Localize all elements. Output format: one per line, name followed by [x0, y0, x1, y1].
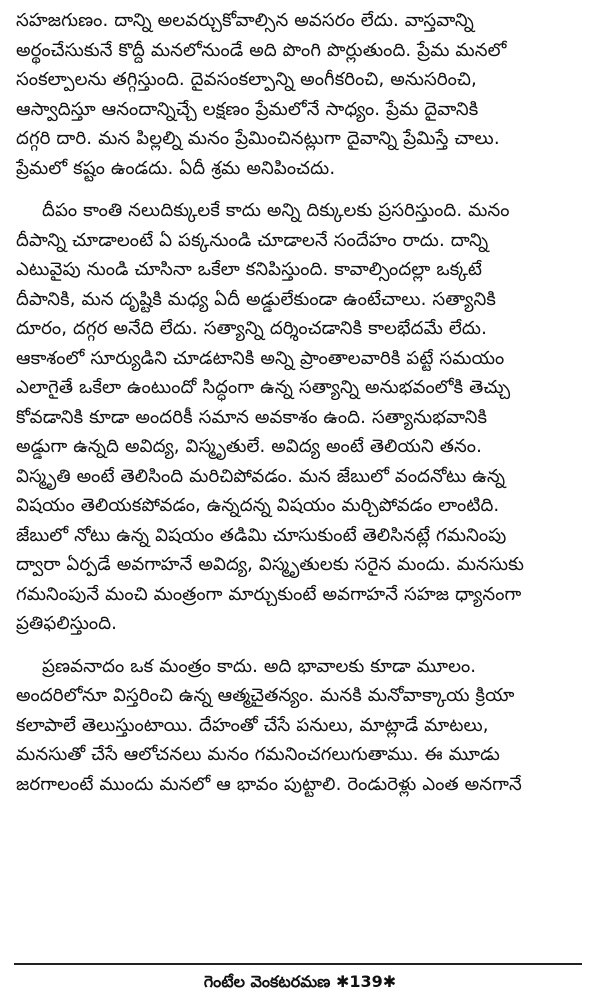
text-line: అడ్డుగా ఉన్నది అవిద్య, విస్మృతులే. అవిద్య అంటే తెలియని తనం. [16, 436, 482, 457]
text-line: ప్రణవనాదం ఒక మంత్రం కాదు. అది భావాలకు కూడా మూలం. [42, 655, 477, 677]
text-line: సంకల్పాలను తగ్గిస్తుంది. దైవసంకల్పాన్ని అంగీకరించి, అనుసరించి, [16, 69, 477, 90]
text-line: కలాపాలే తెలుస్తుంటాయి. దేహంతో చేసే పనులు, మాట్లాడే మాటలు, [16, 714, 489, 736]
text-line: అందరిలోనూ విస్తరించి ఉన్న ఆత్మచైతన్యం. మనకి మనోవాక్కాయ క్రియా [16, 685, 515, 706]
text-line: దగ్గరి దారి. మన పిల్లల్ని మనం ప్రేమించినట్లుగా దైవాన్ని ప్రేమిస్తే చాలు. [16, 128, 500, 149]
paragraph-2 [16, 196, 582, 639]
text-line: అర్థంచేసుకునే కొద్దీ మనలోనుండే అది పొంగి పొర్లుతుంది. ప్రేమ మనలో [16, 39, 507, 61]
paragraph-gap [16, 639, 582, 652]
footer-divider [14, 963, 582, 965]
text-line: ఎలాగైతే ఒకేలా ఉంటుందో సిద్ధంగా ఉన్న సత్యాన్ని అనుభవంలోకి తెచ్చు [16, 377, 511, 398]
text-line: విస్మృతి అంటే తెలిసింది మరిచిపోవడం. మన జేబులో వందనోటు ఉన్న [16, 465, 506, 487]
text-line: దీపం కాంతి నలుదిక్కులకే కాదు అన్ని దిక్కులకు ప్రసరిస్తుంది. మనం [42, 200, 510, 221]
text-line: మనసుతో చేసే ఆలోచనలు మనం గమనించగలుగుతాము. ఈ మూడు [16, 744, 500, 765]
text-line: కోవడానికి కూడా అందరికీ సమాన అవకాశం ఉంది. సత్యానుభవానికి [16, 406, 488, 428]
paragraph-1 [16, 6, 582, 183]
paragraph-3 [16, 652, 582, 800]
text-line: ప్రేమలో కష్టం ఉండదు. ఏదీ శ్రమ అనిపించదు. [16, 157, 336, 179]
text-line: ఆకాశంలో సూర్యుడిని చూడటానికి అన్ని ప్రాంతాలవారికి పట్టే సమయం [16, 347, 505, 369]
text-line: దీపానికి, మన దృష్టికి మధ్య ఏదీ అడ్డులేకుండా ఉంటేచాలు. సత్యానికి [16, 288, 496, 310]
text-line: ఆస్వాదిస్తూ ఆనందాన్నిచ్చే లక్షణం ప్రేమలోనే సాధ్యం. ప్రేమ దైవానికి [16, 98, 479, 120]
text-line: ద్వారా ఏర్పడే అవగాహనే అవిద్య, విస్మృతులకు సరైన మందు. మనసుకు [16, 554, 524, 575]
text-line: దూరం, దగ్గర అనేది లేదు. సత్యాన్ని దర్శించడానికి కాలభేదమే లేదు. [16, 318, 487, 339]
text-line: దీపాన్ని చూడాలంటే ఏ పక్కనుండి చూడాలనే సందేహం రాదు. దాన్ని [16, 229, 489, 251]
text-line: సహజగుణం. దాన్ని అలవర్చుకోవాల్సిన అవసరం లేదు. వాస్తవాన్ని [16, 10, 474, 31]
text-line: ఎటువైపు నుండి చూసినా ఒకేలా కనిపిస్తుంది. కావాల్సిందల్లా ఒక్కటే [16, 259, 483, 280]
text-line: గమనింపునే మంచి మంత్రంగా మార్చుకుంటే అవగాహనే సహజ ధ్యానంగా [16, 583, 522, 605]
text-line: జరగాలంటే ముందు మనలో ఆ భావం పుట్టాలి. రెండురెళ్లు ఎంత అనగానే [16, 773, 522, 795]
text-line: ప్రతిఫలిస్తుంది. [16, 613, 118, 634]
text-line: జేబులో నోటు ఉన్న విషయం తడిమి చూసుకుంటే తెలిసినట్లే గమనింపు [16, 524, 507, 546]
paragraph-gap [16, 183, 582, 196]
page-footer: గెంటేల వెంకటరమణ ✱139✱ [203, 972, 397, 991]
text-line: విషయం తెలియకపోవడం, ఉన్నదన్న విషయం మర్చిపోవడం లాంటిది. [16, 495, 500, 516]
